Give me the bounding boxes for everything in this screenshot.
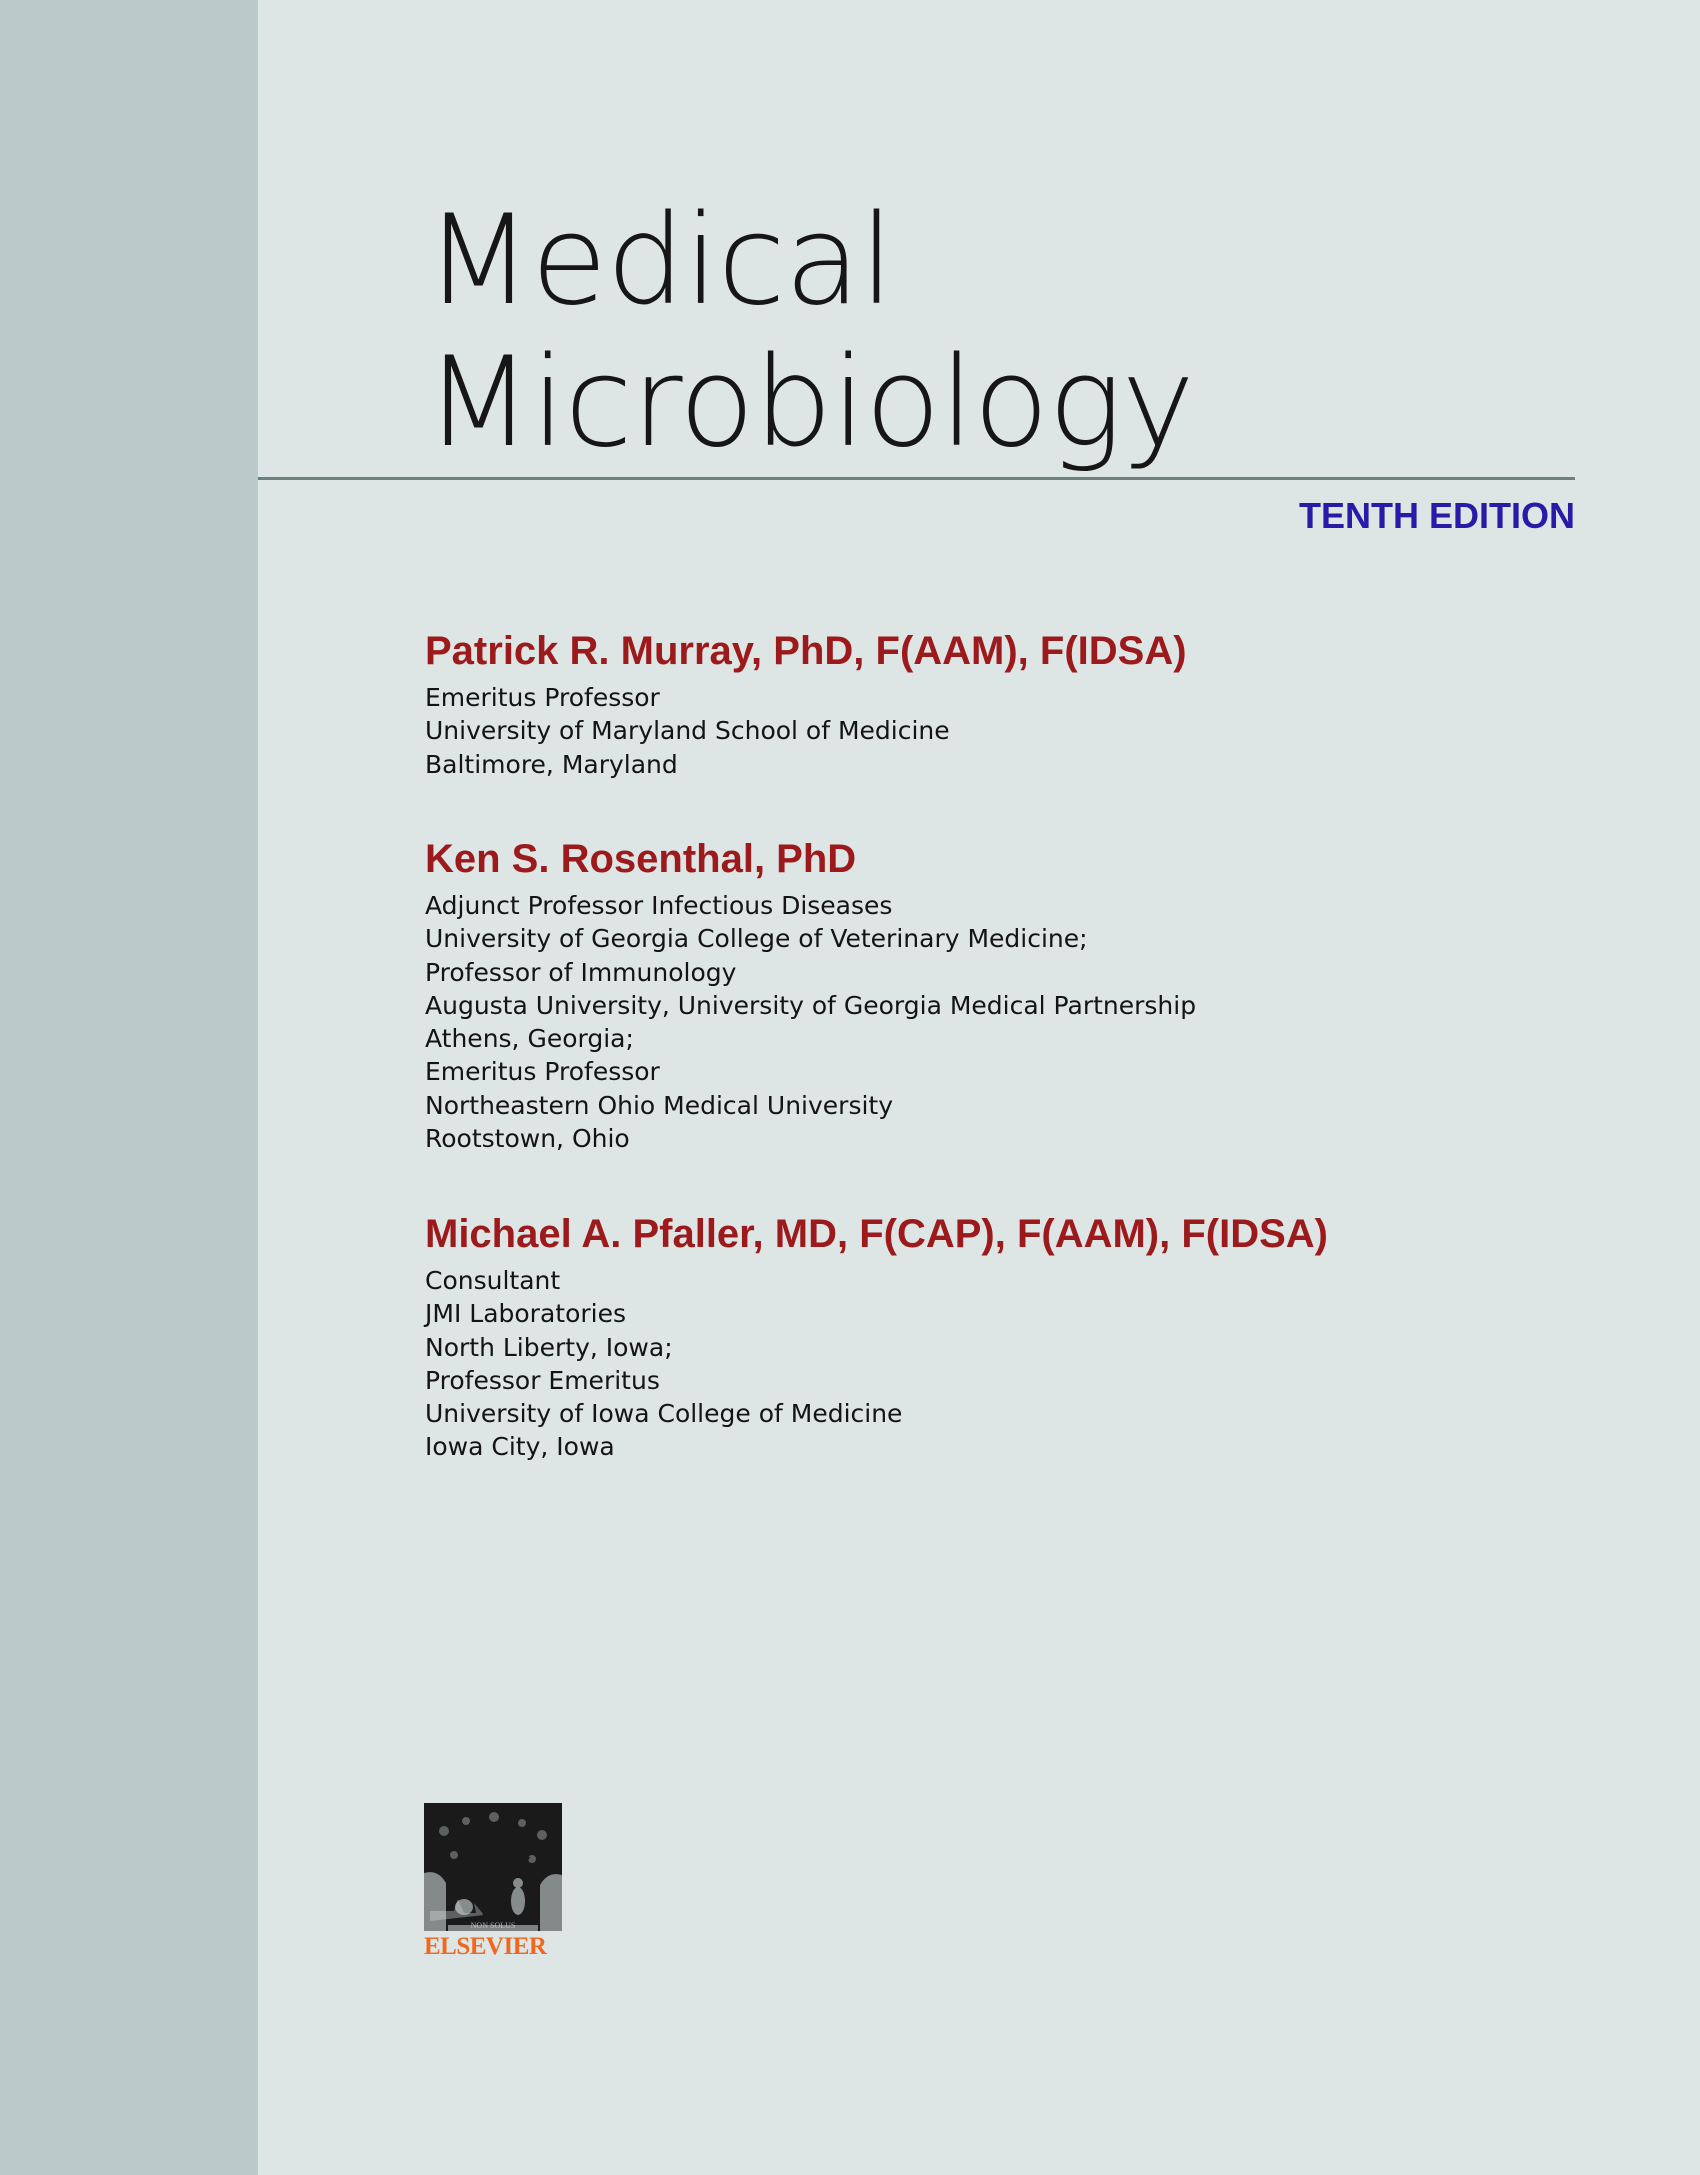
affiliation-line: Consultant (425, 1266, 561, 1295)
affiliation-line: University of Maryland School of Medicine (425, 716, 950, 746)
book-title-line-2: Microbiology (425, 331, 1194, 475)
affiliation-line: Rootstown, Ohio (425, 1124, 630, 1154)
affiliation-line: JMI Laboratories (425, 1299, 627, 1329)
svg-text:NON SOLUS: NON SOLUS (470, 1921, 516, 1930)
book-title (425, 190, 1194, 474)
affiliation-line: North Liberty, Iowa; (425, 1332, 673, 1362)
author-block-pfaller (425, 1210, 1328, 1464)
affiliation-line: Augusta University, University of Georgia Medical Partnership (425, 990, 1197, 1020)
affiliation-line: Northeastern Ohio Medical University (425, 1090, 894, 1120)
edition-label: TENTH EDITION (1299, 495, 1575, 536)
publisher-name: ELSEVIER (424, 1933, 547, 1960)
author-block-rosenthal (425, 835, 1196, 1155)
author-affiliations (425, 889, 1196, 1155)
affiliation-line: Athens, Georgia; (425, 1024, 634, 1054)
affiliation-line: Emeritus Professor (425, 683, 660, 712)
author-name: Patrick R. Murray, PhD, F(AAM), F(IDSA) (425, 629, 1187, 673)
title-divider (258, 477, 1575, 480)
author-name: Ken S. Rosenthal, PhD (425, 837, 857, 881)
affiliation-line: Professor of Immunology (425, 957, 737, 987)
cover-spine-band (0, 0, 258, 2175)
author-name: Michael A. Pfaller, MD, F(CAP), F(AAM), F(IDSA) (425, 1212, 1328, 1256)
publisher-logo (424, 1803, 564, 1961)
affiliation-line: University of Georgia College of Veterinary Medicine; (425, 924, 1088, 954)
author-affiliations (425, 1264, 1328, 1464)
book-title-line-1: Medical (425, 189, 894, 333)
affiliation-line: Adjunct Professor Infectious Diseases (425, 891, 893, 920)
affiliation-line: Emeritus Professor (425, 1057, 660, 1087)
author-affiliations (425, 681, 1187, 781)
elsevier-tree-icon (424, 1803, 562, 1931)
author-block-murray (425, 627, 1187, 781)
affiliation-line: Professor Emeritus (425, 1365, 660, 1395)
affiliation-line: Iowa City, Iowa (425, 1432, 615, 1462)
affiliation-line: University of Iowa College of Medicine (425, 1399, 903, 1429)
affiliation-line: Baltimore, Maryland (425, 749, 678, 779)
